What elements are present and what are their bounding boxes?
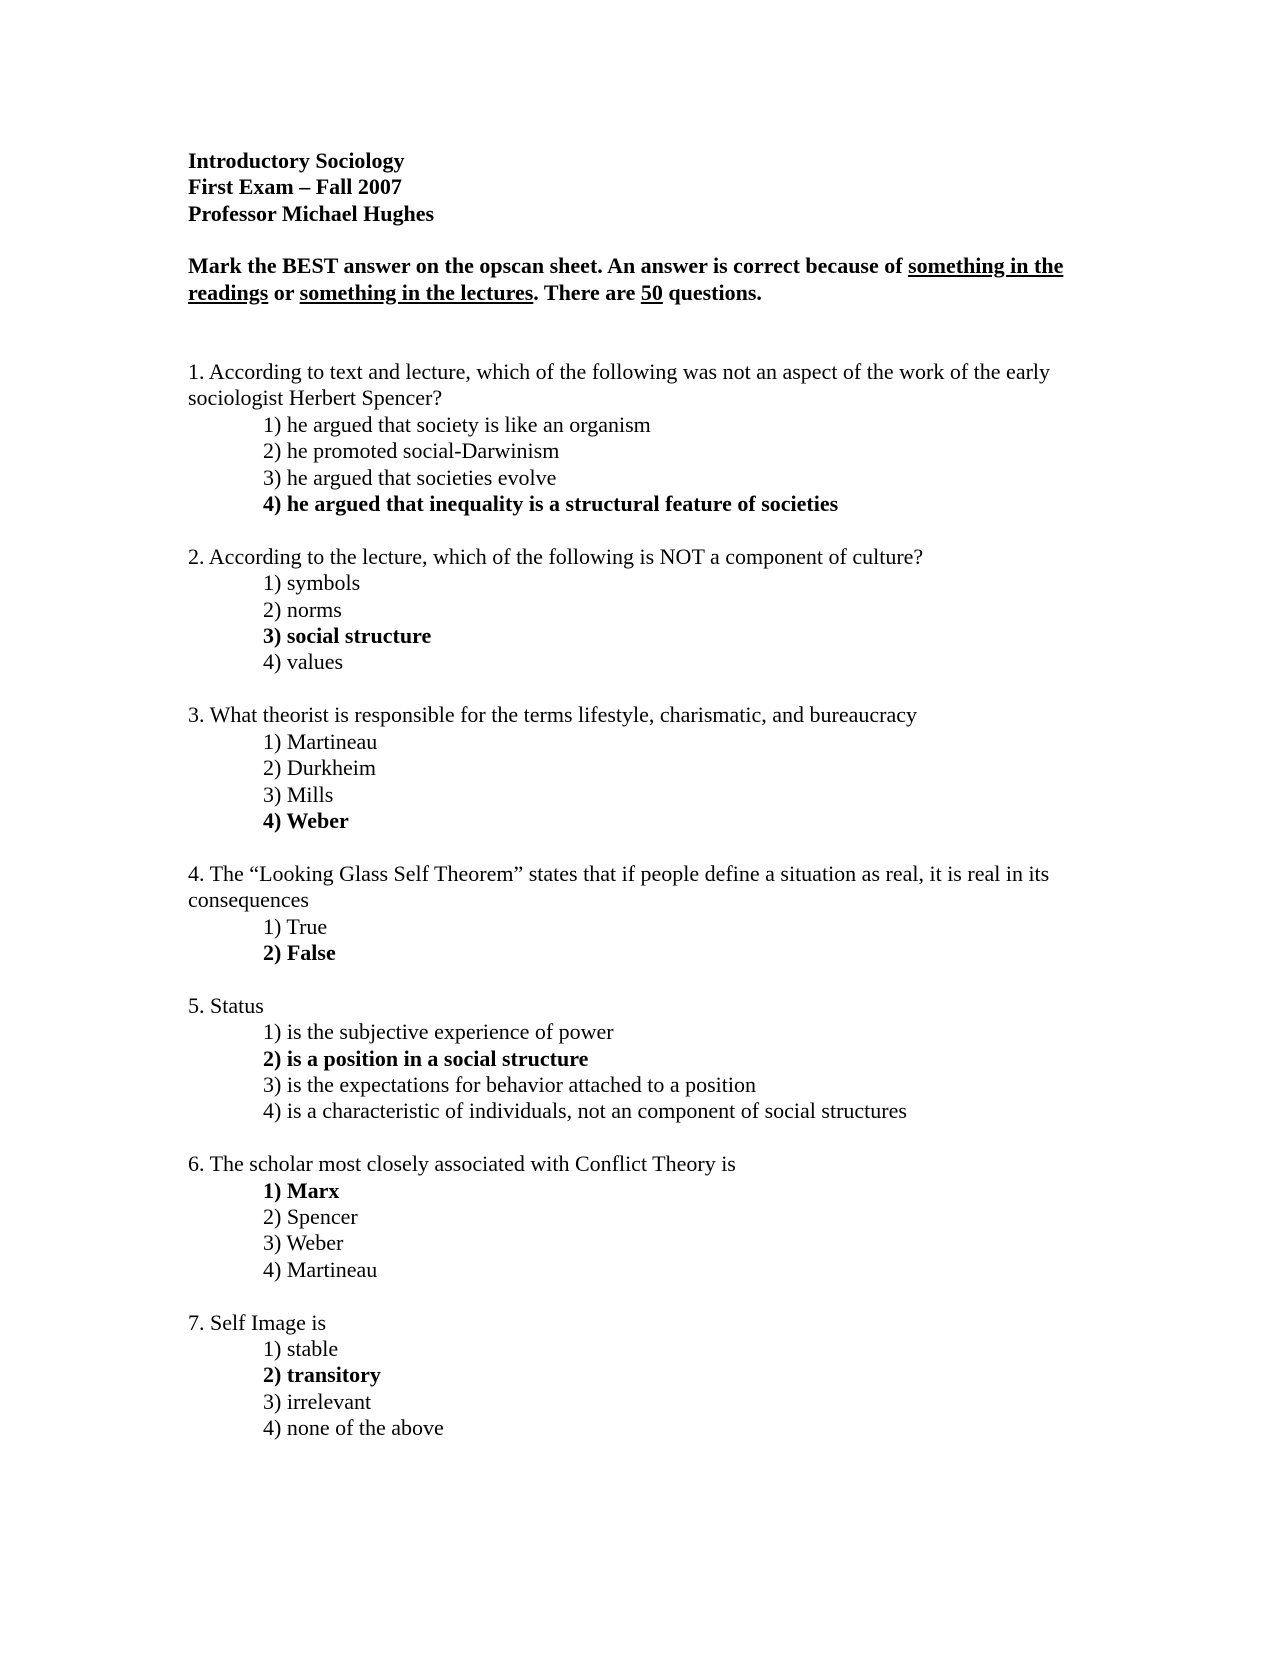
answer-option: 4) is a characteristic of individuals, not an component of social structures [263, 1098, 907, 1124]
answer-option: 3) Mills [263, 781, 334, 807]
answer-option-correct: 2) is a position in a social structure [263, 1045, 589, 1071]
question-1 [188, 359, 1108, 517]
question-text: 6. The scholar most closely associated with Conflict Theory is [188, 1151, 736, 1177]
answer-option: 4) values [263, 649, 344, 675]
answer-options [188, 1019, 1108, 1125]
question-text: 3. What theorist is responsible for the terms lifestyle, charismatic, and bureaucracy [188, 702, 918, 728]
question-list [188, 359, 1108, 1442]
question-2 [188, 544, 1108, 676]
answer-option-correct: 1) Marx [263, 1177, 340, 1203]
answer-option: 3) is the expectations for behavior attached to a position [263, 1071, 757, 1097]
question-7 [188, 1310, 1108, 1442]
answer-option-correct: 3) social structure [263, 623, 432, 649]
answer-option: 2) Spencer [263, 1203, 358, 1229]
question-text: 7. Self Image is [188, 1309, 327, 1335]
answer-option-correct: 4) he argued that inequality is a structural feature of societies [263, 491, 839, 517]
instructions-text-4: questions. [662, 279, 762, 305]
question-6 [188, 1151, 1108, 1283]
answer-option: 2) norms [263, 596, 342, 622]
answer-option-correct: 2) transitory [263, 1362, 381, 1388]
answer-option: 3) irrelevant [263, 1388, 372, 1414]
question-text: 4. The “Looking Glass Self Theorem” states that if people define a situation as real, it is real in its consequences [188, 860, 1050, 913]
answer-option: 1) Martineau [263, 728, 378, 754]
instructions-text-2: or [268, 279, 300, 305]
answer-option: 4) none of the above [263, 1415, 444, 1441]
answer-option: 1) symbols [263, 570, 361, 596]
answer-option: 1) stable [263, 1335, 339, 1361]
exam-page [188, 148, 1108, 1468]
question-4 [188, 861, 1108, 967]
instructions-text-3: . There are [533, 279, 641, 305]
answer-option: 3) Weber [263, 1230, 344, 1256]
question-3 [188, 702, 1108, 834]
question-text: 2. According to the lecture, which of the following is NOT a component of culture? [188, 543, 924, 569]
answer-option-correct: 4) Weber [263, 807, 349, 833]
instructions-question-count: 50 [640, 279, 663, 305]
answer-option: 1) he argued that society is like an organism [263, 411, 651, 437]
answer-options [188, 729, 1108, 835]
instructions-underline-readings: something in the readings [188, 253, 1064, 305]
answer-option: 1) True [263, 913, 328, 939]
answer-options [188, 412, 1108, 518]
instructions-text-1: Mark the BEST answer on the opscan sheet. An answer is correct because of [188, 253, 909, 279]
answer-options [188, 914, 1108, 967]
professor-name: Professor Michael Hughes [188, 200, 435, 226]
question-text: 1. According to text and lecture, which of the following was not an aspect of the work of the early sociologist Herbert Spencer? [188, 359, 1051, 411]
answer-options [188, 1178, 1108, 1284]
exam-title: First Exam – Fall 2007 [188, 174, 402, 200]
answer-option-correct: 2) False [263, 939, 336, 965]
answer-options [188, 570, 1108, 676]
instructions-underline-lectures: something in the lectures [299, 279, 534, 305]
answer-option: 4) Martineau [263, 1256, 378, 1282]
answer-option: 2) Durkheim [263, 755, 377, 781]
answer-option: 3) he argued that societies evolve [263, 464, 557, 490]
answer-option: 1) is the subjective experience of power [263, 1019, 614, 1045]
question-text: 5. Status [188, 992, 264, 1018]
question-5 [188, 993, 1108, 1125]
answer-options [188, 1336, 1108, 1442]
exam-header [188, 148, 1108, 227]
course-title: Introductory Sociology [188, 148, 405, 173]
exam-instructions [188, 253, 1108, 306]
answer-option: 2) he promoted social-Darwinism [263, 438, 560, 464]
